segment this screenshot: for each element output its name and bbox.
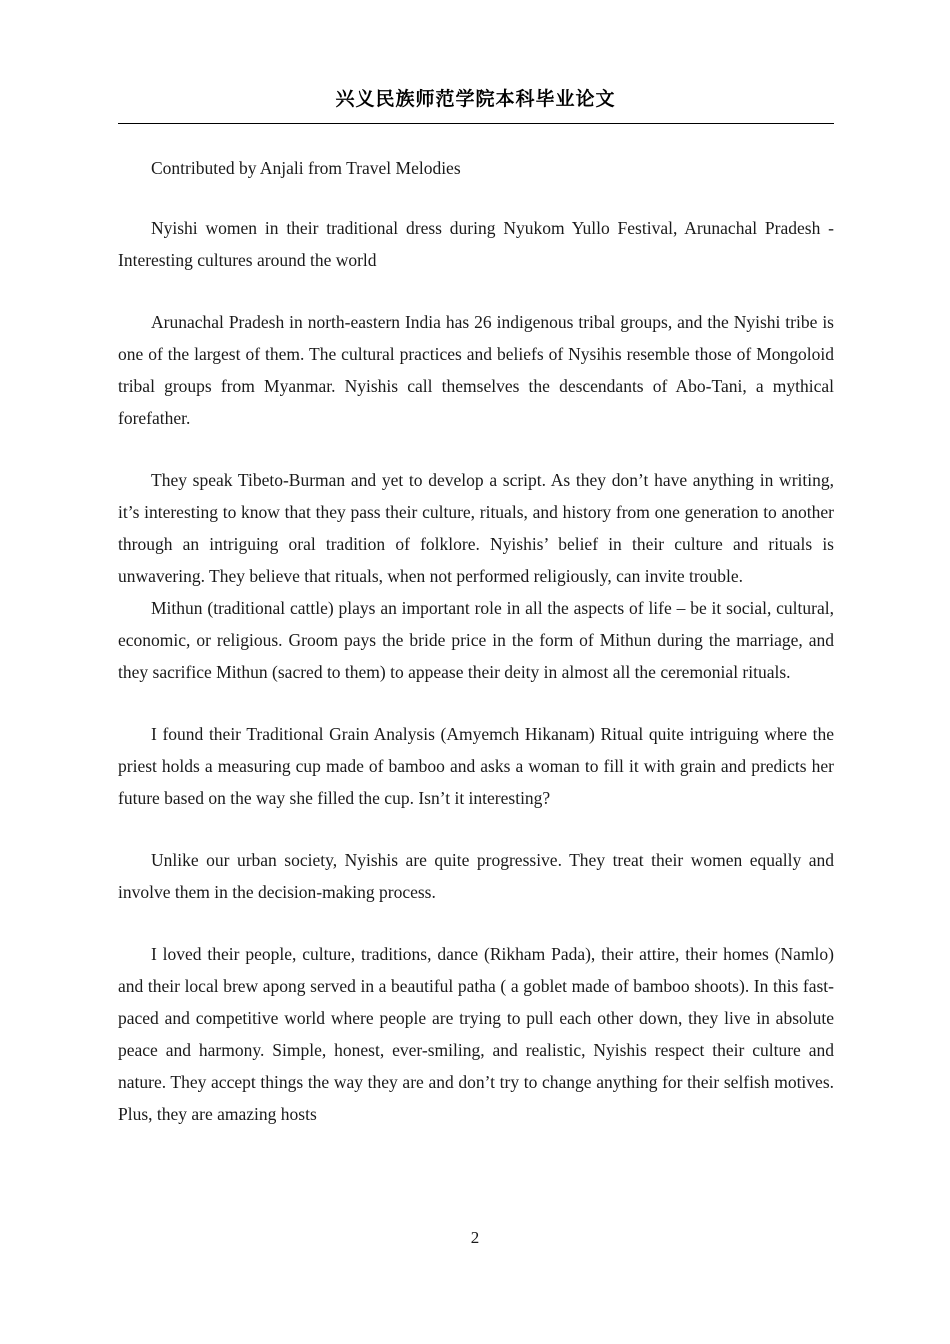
paragraph-spacer [118,908,834,938]
paragraph-culture-love: I loved their people, culture, traditions, dance (Rikham Pada), their attire, their homes (Namlo) and their local brew apong served in a beautiful patha ( a goblet made of bamboo shoots). In this fast-paced and competitive world where people are trying to pull each other down, they live in absolute peace and harmony. Simple, honest, ever-smiling, and realistic, Nyishis respect their culture and nature. They accept things the way they are and don’t try to change anything for their selfish motives. Plus, they are amazing hosts [118,944,834,1124]
paragraph-caption: Nyishi women in their traditional dress during Nyukom Yullo Festival, Arunachal Pradesh - Interesting cultures around the world [118,218,834,270]
paragraph-spacer [118,688,834,718]
paragraph-arunachal: Arunachal Pradesh in north-eastern India has 26 indigenous tribal groups, and the Nyishi tribe is one of the largest of them. The cultural practices and beliefs of Nysihis resemble those of Mongoloid tribal groups from Myanmar. Nyishis call themselves the descendants of Abo-Tani, a mythical forefather. [118,312,834,428]
paragraph-mithun: Mithun (traditional cattle) plays an important role in all the aspects of life – be it social, cultural, economic, or religious. Groom pays the bride price in the form of Mithun during the marriage, and they sacrifice Mithun (sacred to them) to appease their deity in almost all the ceremonial rituals. [118,598,834,682]
paragraph-spacer [118,814,834,844]
paragraph-progressive: Unlike our urban society, Nyishis are quite progressive. They treat their women equally and involve them in the decision-making process. [118,850,834,902]
paragraph-spacer [118,276,834,306]
document-body [118,152,834,1130]
header-divider [118,123,834,124]
header-title: 兴义民族师范学院本科毕业论文 [335,88,616,110]
paragraph-grain-ritual: I found their Traditional Grain Analysis (Amyemch Hikanam) Ritual quite intriguing where the priest holds a measuring cup made of bamboo and asks a woman to fill it with grain and predicts her future based on the way she filled the cup. Isn’t it interesting? [118,724,834,808]
page-header [118,88,833,111]
paragraph-language: They speak Tibeto-Burman and yet to develop a script. As they don’t have anything in writing, it’s interesting to know that they pass their culture, rituals, and history from one generation to another through an intriguing oral tradition of folklore. Nyishis’ belief in their culture and rituals is unwavering. They believe that rituals, when not performed religiously, can invite trouble. [118,470,834,586]
page-number: 2 [470,1228,480,1247]
paragraph-spacer [118,184,834,212]
paragraph-contribution: Contributed by Anjali from Travel Melodies [151,158,461,178]
paragraph-spacer [118,434,834,464]
